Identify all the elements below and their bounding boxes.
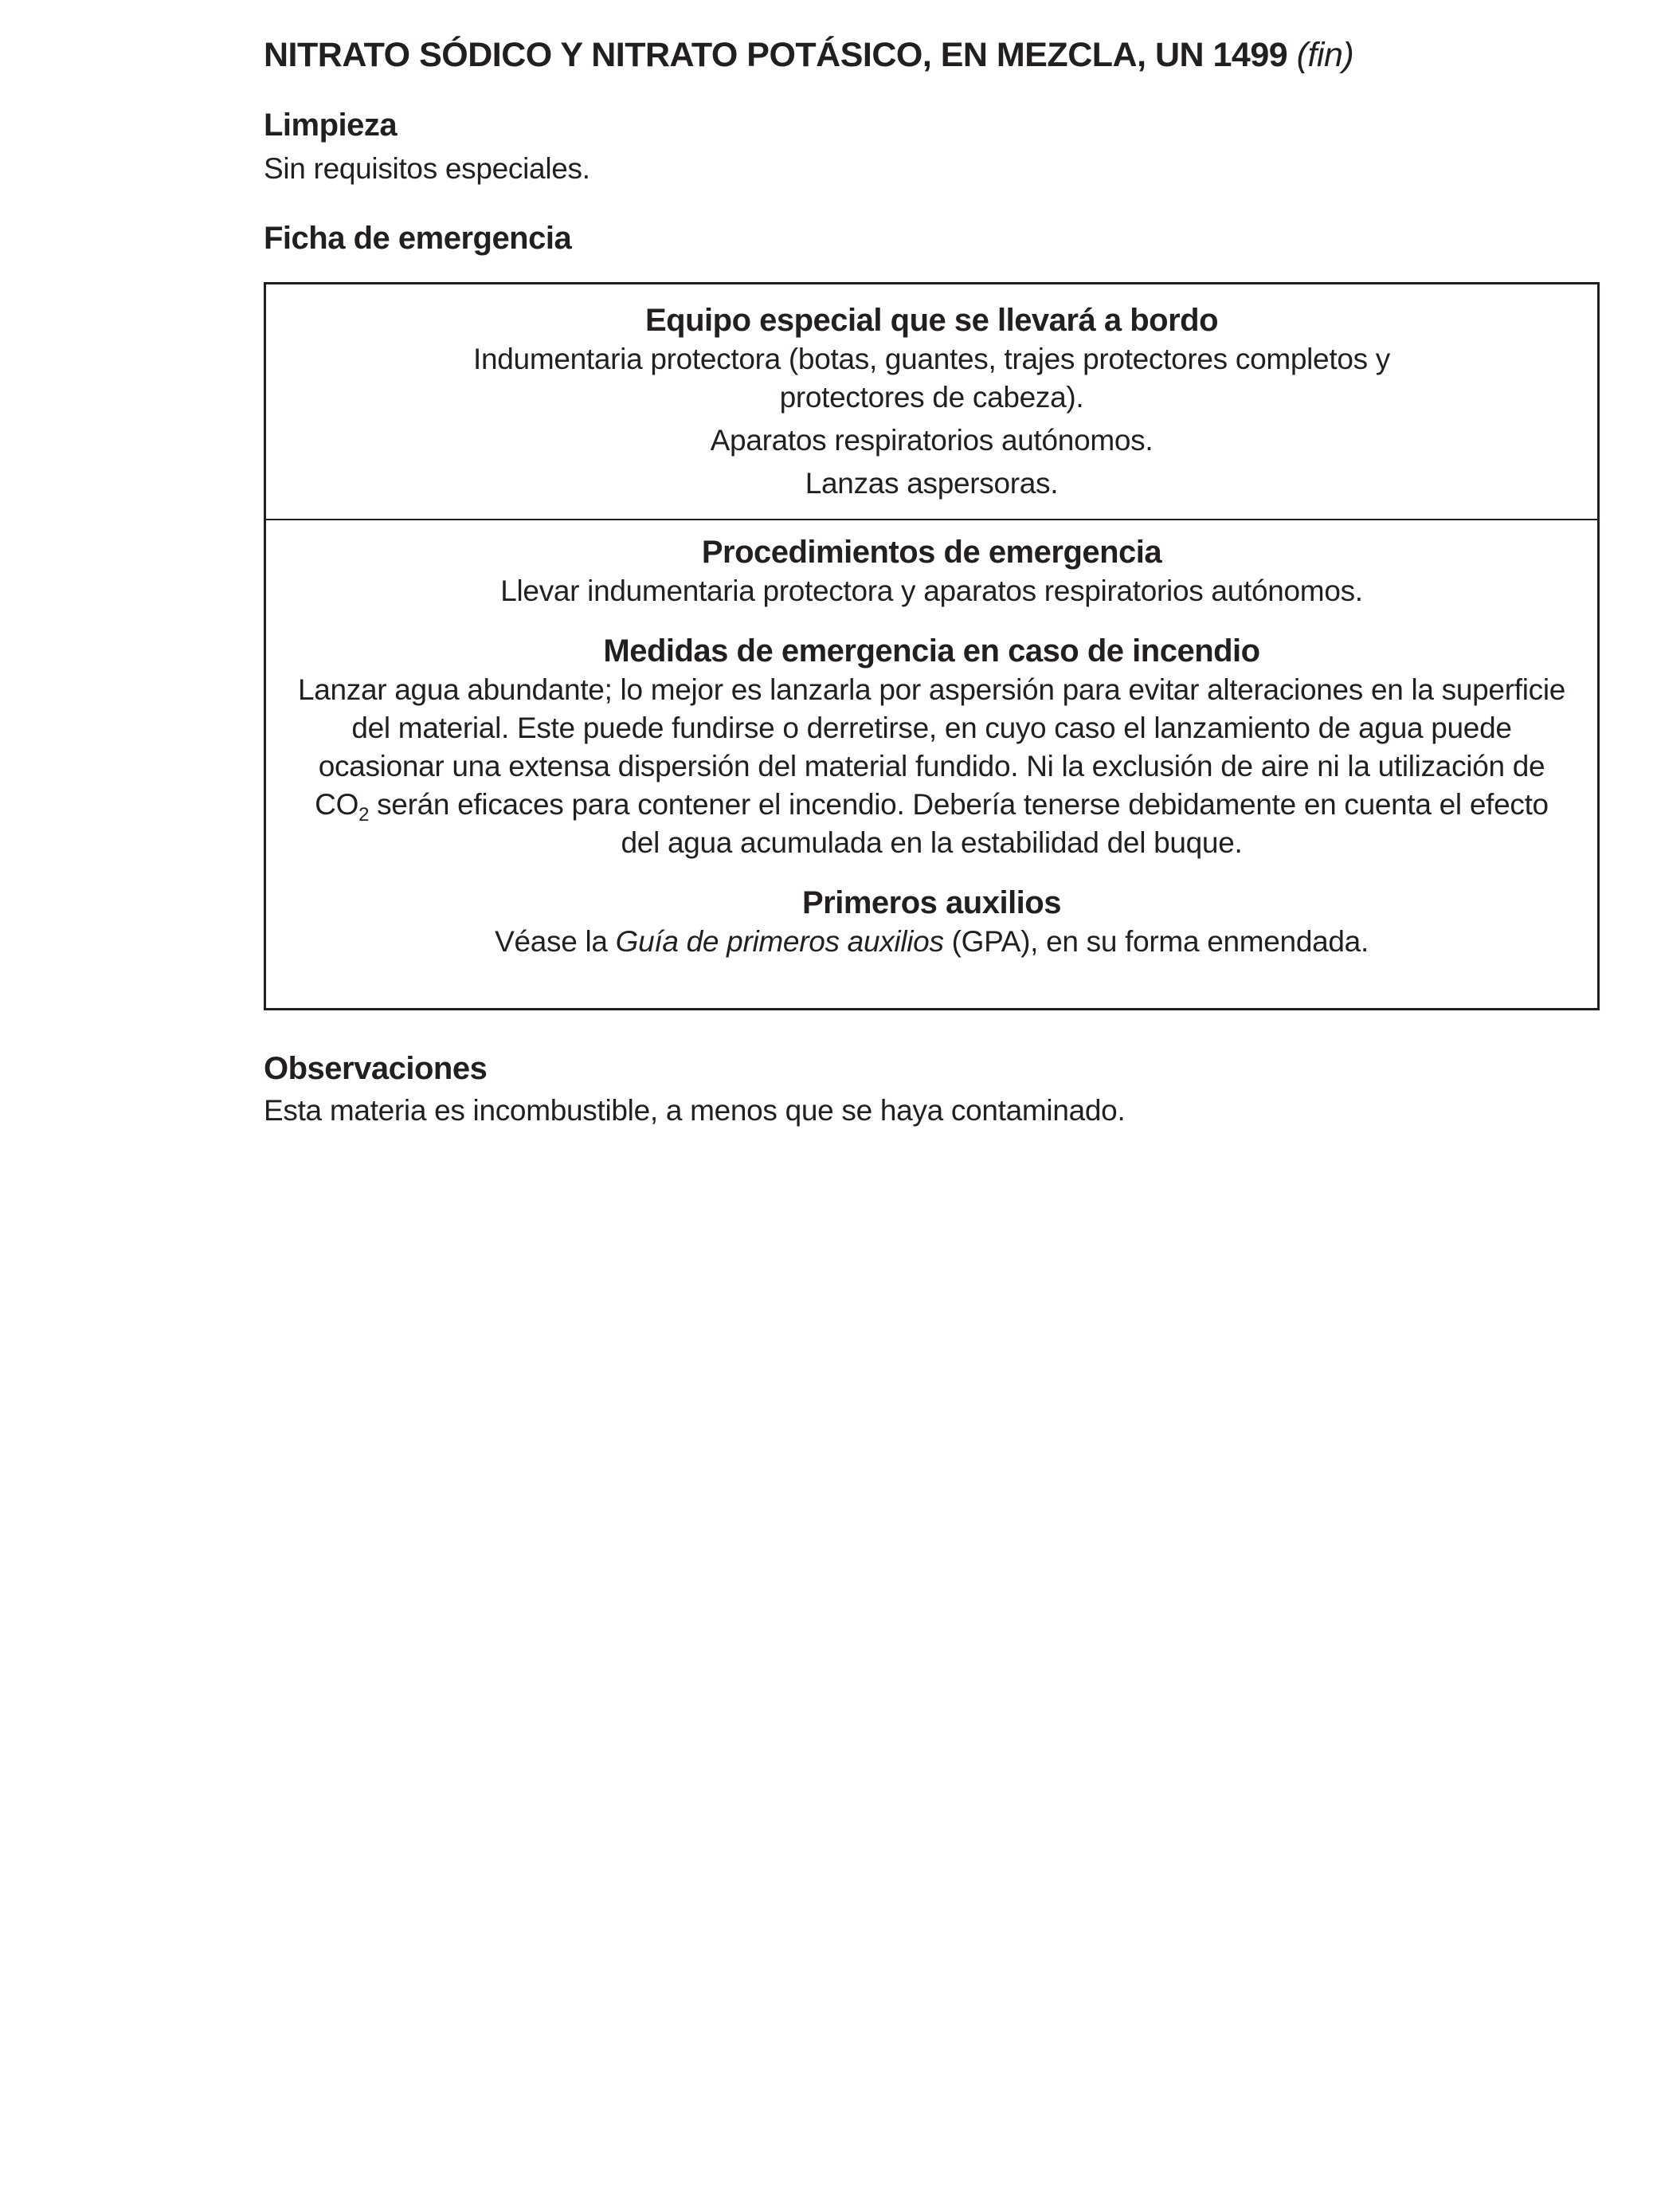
box-divider xyxy=(266,519,1597,520)
fire-text xyxy=(266,671,1597,862)
fire-heading: Medidas de emergencia en caso de incendio xyxy=(603,633,1260,669)
page-title xyxy=(264,32,1353,78)
section-text-limpieza: Sin requisitos especiales. xyxy=(264,152,590,185)
first-aid-text xyxy=(266,923,1597,961)
first-aid-suffix: (GPA), en su forma enmendada. xyxy=(943,925,1369,958)
section-heading-limpieza: Limpieza xyxy=(264,108,398,143)
fire-text-part2: serán eficaces para contener el incendio. Debería tenerse debidamente en cuenta el efecto del agua acumulada en la estabilidad del buque. xyxy=(369,788,1549,859)
first-aid-guide-title: Guía de primeros auxilios xyxy=(615,925,944,958)
section-heading-ficha: Ficha de emergencia xyxy=(264,221,572,256)
first-aid-heading: Primeros auxilios xyxy=(802,885,1061,920)
section-heading-observaciones: Observaciones xyxy=(264,1051,488,1086)
title-text: NITRATO SÓDICO Y NITRATO POTÁSICO, EN MEZCLA, UN 1499 xyxy=(264,36,1288,74)
emergency-schedule-box xyxy=(264,282,1600,1010)
procedures-heading: Procedimientos de emergencia xyxy=(701,535,1162,570)
fire-text-part1: Lanzar agua abundante; lo mejor es lanzarla por aspersión para evitar alteraciones en la superficie del material. Este puede fundirse o derretirse, en cuyo caso el lanzamiento de agua puede ocasionar una extensa dispersión del material fundido. Ni la exclusión de aire ni la utilización de CO xyxy=(297,673,1566,821)
equipment-heading: Equipo especial que se llevará a bordo xyxy=(644,303,1219,338)
first-aid-prefix: Véase la xyxy=(495,925,616,958)
equipment-line: protectores de cabeza). xyxy=(779,381,1084,414)
equipment-section xyxy=(266,284,1597,519)
equipment-line: Indumentaria protectora (botas, guantes, trajes protectores completos y xyxy=(473,343,1390,375)
equipment-line: Lanzas aspersoras. xyxy=(805,467,1059,500)
title-continuation: (fin) xyxy=(1296,36,1354,74)
procedures-section xyxy=(266,521,1597,1008)
procedures-text: Llevar indumentaria protectora y aparatos respiratorios autónomos. xyxy=(500,575,1363,607)
equipment-line: Aparatos respiratorios autónomos. xyxy=(710,424,1154,457)
co2-subscript: 2 xyxy=(358,804,370,826)
section-text-observaciones: Esta materia es incombustible, a menos que se haya contaminado. xyxy=(264,1094,1126,1127)
